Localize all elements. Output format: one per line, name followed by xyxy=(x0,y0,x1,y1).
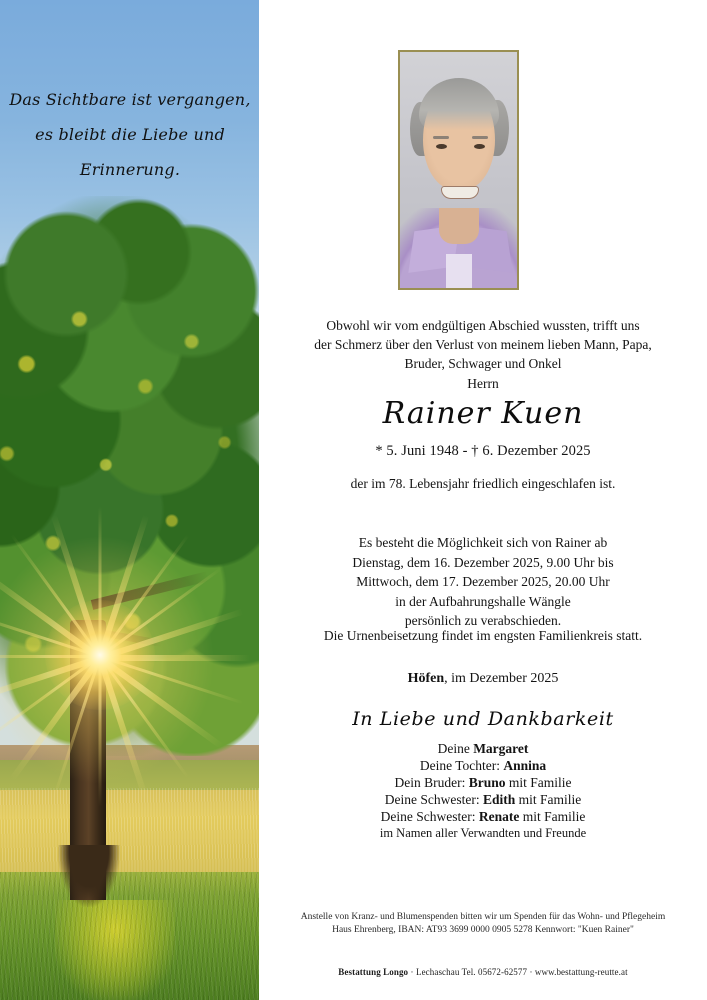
survivor-name: Renate xyxy=(478,809,520,824)
survivors-list xyxy=(259,740,707,842)
verse-line-1: Das Sichtbare ist vergangen, xyxy=(9,90,251,109)
announcement-line-1: Obwohl wir vom endgültigen Abschied wussten, trifft uns xyxy=(326,318,640,333)
survivor-name: Edith xyxy=(482,792,516,807)
place-and-date xyxy=(259,669,707,688)
funeral-home-imprint xyxy=(259,963,707,982)
survivor-row xyxy=(259,774,707,791)
portrait-neck xyxy=(439,208,479,244)
nature-photo-strip xyxy=(0,0,259,1000)
grass-texture xyxy=(0,872,259,1000)
farewell-details xyxy=(259,533,707,631)
survivor-relation: Deine Tochter: xyxy=(419,758,504,773)
field-texture xyxy=(0,788,259,884)
announcement-text xyxy=(259,316,707,373)
survivor-suffix: mit Familie xyxy=(519,809,586,824)
sun-core xyxy=(45,600,155,710)
farewell-line-4: in der Aufbahrungshalle Wängle xyxy=(395,593,571,609)
portrait-eye-right xyxy=(474,144,485,149)
funeral-home-contact: · Lechaschau Tel. 05672-62577 · www.bestattung-reutte.at xyxy=(408,967,628,977)
announcement-line-2: der Schmerz über den Verlust von meinem lieben Mann, Papa, xyxy=(314,337,652,352)
portrait-eye-left xyxy=(436,144,447,149)
survivor-row xyxy=(259,757,707,774)
tribute-heading: In Liebe und Dankbarkeit xyxy=(352,708,614,730)
donation-note xyxy=(259,911,707,937)
survivor-relation: Deine xyxy=(437,741,474,756)
announcement-line-3: Bruder, Schwager und Onkel xyxy=(404,356,562,371)
survivor-row xyxy=(259,808,707,825)
age-statement: der im 78. Lebensjahr friedlich eingeschlafen ist. xyxy=(350,476,616,491)
deceased-name: Rainer Kuen xyxy=(382,396,584,431)
farewell-line-5: persönlich zu verabschieden. xyxy=(404,613,562,628)
verse-line-2: es bleibt die Liebe und xyxy=(35,125,225,144)
donation-line-2: Haus Ehrenberg, IBAN: AT93 3699 0000 0905 5278 Kennwort: "Kuen Rainer" xyxy=(332,925,634,935)
survivors-closing: im Namen aller Verwandten und Freunde xyxy=(379,826,587,840)
verse-line-3: Erinnerung. xyxy=(79,160,181,179)
trunk-base xyxy=(58,845,120,907)
urn-burial-note: Die Urnenbeisetzung findet im engsten Familienkreis statt. xyxy=(323,628,643,643)
place-town: Höfen xyxy=(407,671,445,686)
farewell-line-1: Es besteht die Möglichkeit sich von Rainer ab xyxy=(358,535,608,550)
farewell-line-2: Dienstag, dem 16. Dezember 2025, 9.00 Uhr bis xyxy=(352,554,614,570)
portrait-photo xyxy=(398,50,519,290)
survivor-relation: Deine Schwester: xyxy=(380,809,479,824)
survivor-suffix: mit Familie xyxy=(515,792,582,807)
donation-line-1: Anstelle von Kranz- und Blumenspenden bitten wir um Spenden für das Wohn- und Pflegeheim xyxy=(300,912,666,922)
memorial-verse xyxy=(8,82,252,187)
portrait-shirt-placket xyxy=(446,254,472,288)
portrait-eyebrow-right xyxy=(472,136,488,139)
life-dates: * 5. Juni 1948 - † 6. Dezember 2025 xyxy=(375,443,591,459)
survivor-relation: Dein Bruder: xyxy=(394,775,469,790)
survivor-name: Margaret xyxy=(473,741,529,756)
portrait-eyebrow-left xyxy=(433,136,449,139)
survivor-relation: Deine Schwester: xyxy=(384,792,483,807)
survivor-name: Annina xyxy=(503,758,547,773)
place-month: , im Dezember 2025 xyxy=(444,671,559,686)
survivor-name: Bruno xyxy=(468,775,506,790)
portrait-smile xyxy=(441,186,479,199)
survivor-row xyxy=(259,791,707,808)
funeral-home-name: Bestattung Longo xyxy=(338,967,409,977)
survivor-row xyxy=(259,740,707,757)
survivor-suffix: mit Familie xyxy=(505,775,572,790)
farewell-line-3: Mittwoch, dem 17. Dezember 2025, 20.00 Uhr xyxy=(356,574,610,589)
salutation: Herrn xyxy=(467,376,499,391)
